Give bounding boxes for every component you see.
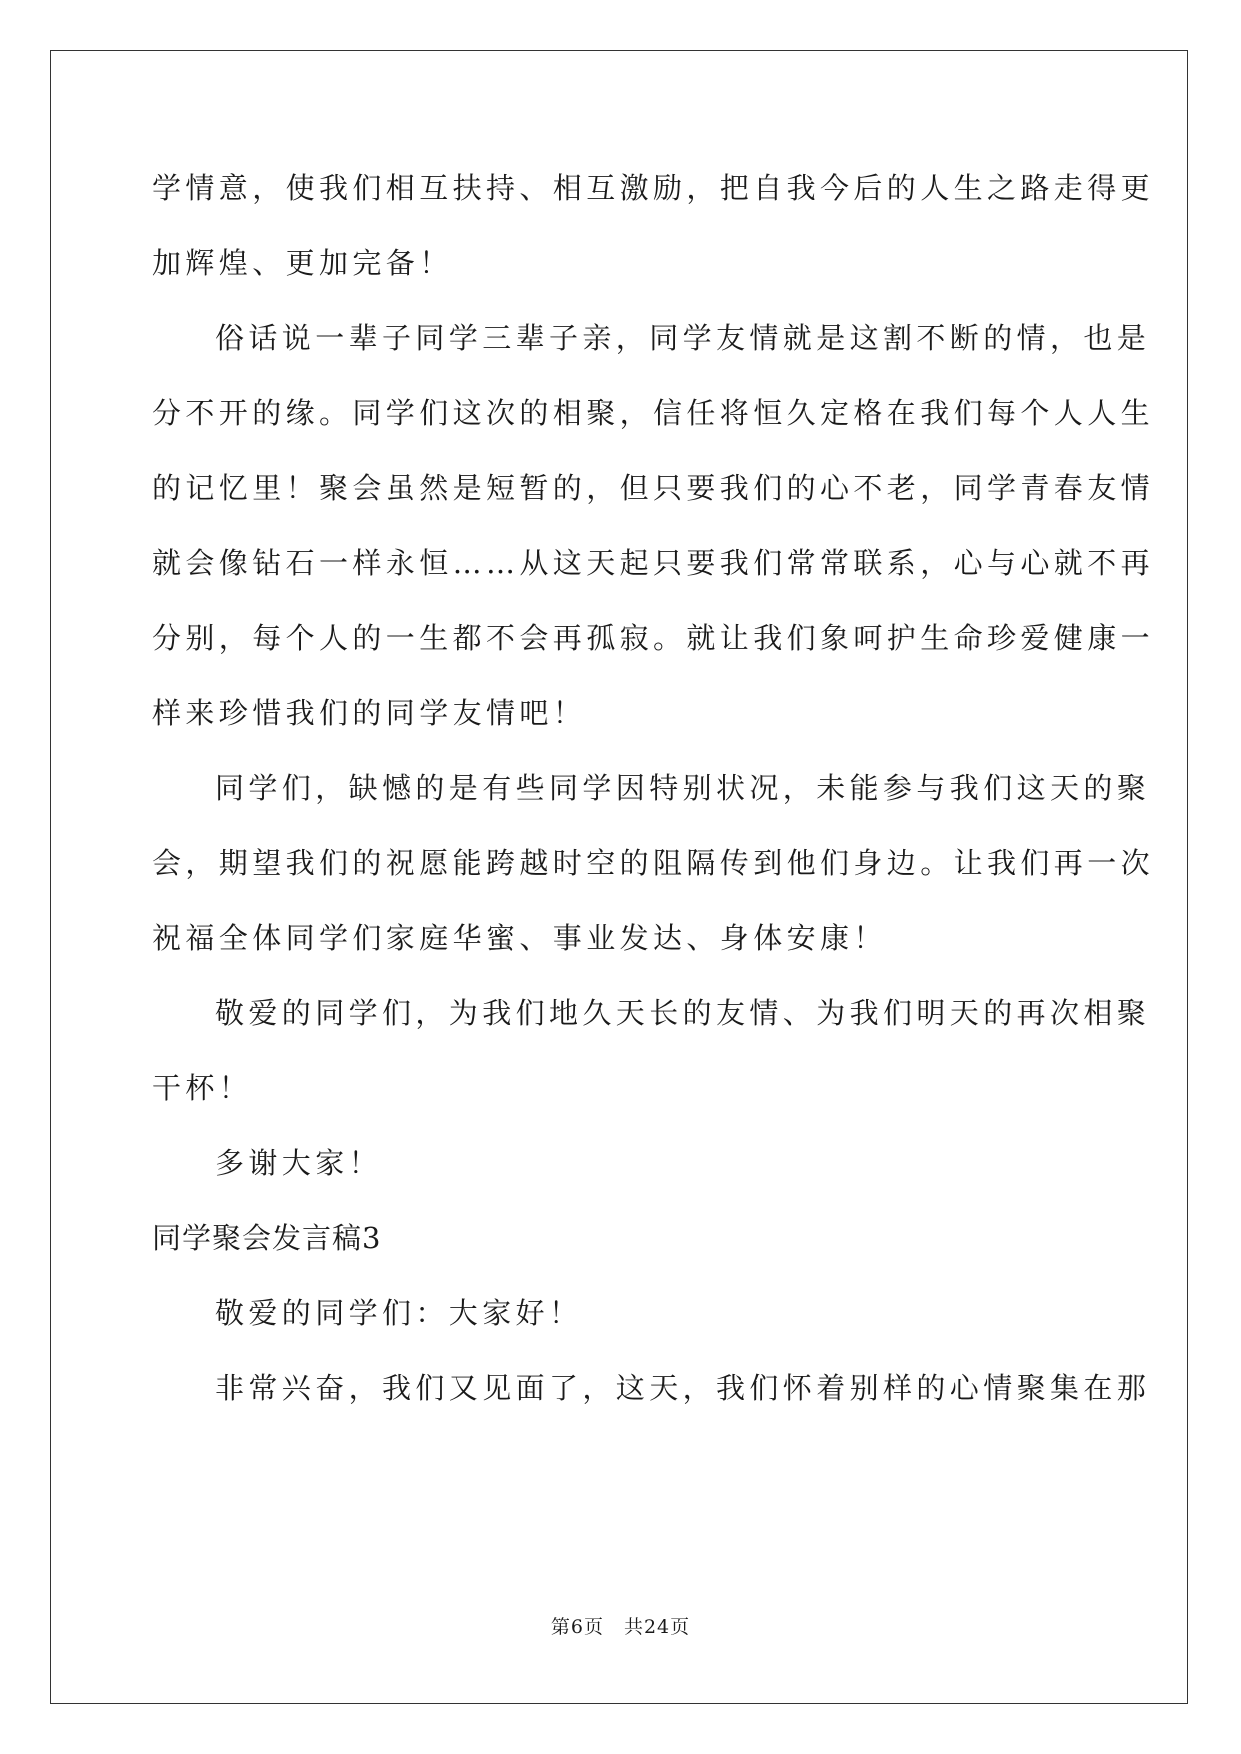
text-line: 分别，每个人的一生都不会再孤寂。就让我们象呵护生命珍爱健康一 (152, 621, 1155, 655)
paragraph-start: 敬爱的同学们，为我们地久天长的友情、为我们明天的再次相聚 (215, 996, 1151, 1030)
paragraph-start: 多谢大家！ (215, 1146, 383, 1180)
text-line: 学情意，使我们相互扶持、相互激励，把自我今后的人生之路走得更 (152, 171, 1155, 205)
text-line: 会，期望我们的祝愿能跨越时空的阻隔传到他们身边。让我们再一次 (152, 846, 1155, 880)
text-line: 干杯！ (152, 1071, 253, 1105)
page-footer: 第6页 共24页 (550, 1616, 691, 1638)
text-line: 分不开的缘。同学们这次的相聚，信任将恒久定格在我们每个人人生 (152, 396, 1155, 430)
paragraph-start: 同学们，缺憾的是有些同学因特别状况，未能参与我们这天的聚 (215, 771, 1151, 805)
paragraph-start: 敬爱的同学们：大家好！ (215, 1296, 583, 1330)
text-line: 样来珍惜我们的同学友情吧！ (152, 696, 587, 730)
paragraph-start: 俗话说一辈子同学三辈子亲，同学友情就是这割不断的情，也是 (215, 321, 1151, 355)
text-line: 加辉煌、更加完备！ (152, 246, 453, 280)
paragraph-start: 非常兴奋，我们又见面了，这天，我们怀着别样的心情聚集在那 (215, 1371, 1151, 1405)
text-line: 的记忆里！聚会虽然是短暂的，但只要我们的心不老，同学青春友情 (152, 471, 1155, 505)
text-line: 祝福全体同学们家庭华蜜、事业发达、身体安康！ (152, 921, 887, 955)
section-heading: 同学聚会发言稿3 (152, 1221, 382, 1255)
text-line: 就会像钻石一样永恒……从这天起只要我们常常联系，心与心就不再 (152, 546, 1155, 580)
